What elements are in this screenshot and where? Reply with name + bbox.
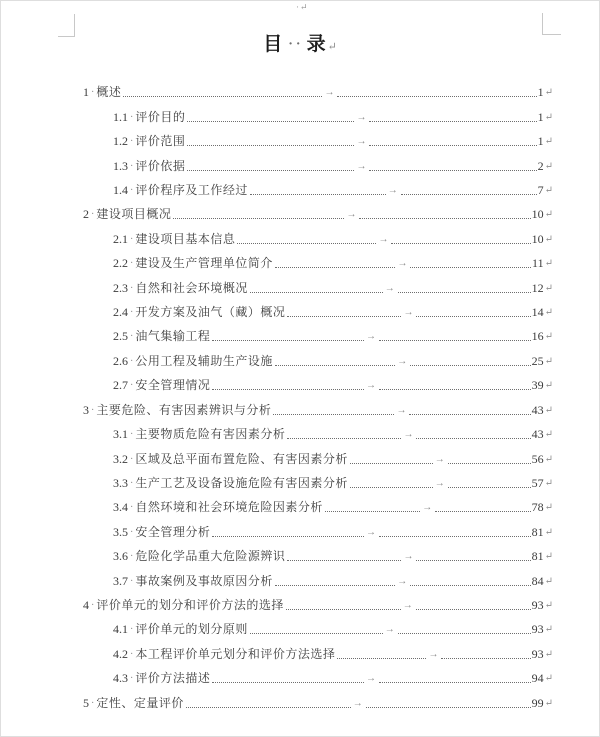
dot-leader	[286, 608, 401, 610]
toc-entry-number: 2.3	[113, 280, 128, 295]
toc-entry[interactable]	[83, 298, 553, 322]
space-mark-icon: ·	[130, 648, 134, 660]
space-mark-icon: ·	[130, 136, 134, 148]
dot-leader	[275, 364, 395, 366]
toc-entry-page: 81	[531, 549, 544, 564]
toc-entry-number: 2	[83, 207, 89, 222]
toc-entry-number: 3.4	[113, 500, 128, 515]
toc-entry-label: 本工程评价单元划分和评价方法选择	[135, 646, 336, 661]
paragraph-mark-icon: ↵	[544, 307, 553, 319]
toc-entry-label: 评价目的	[135, 109, 186, 124]
toc-entry[interactable]	[83, 322, 553, 346]
dot-leader	[409, 413, 530, 415]
toc-list	[83, 78, 553, 713]
toc-entry-number: 4.1	[113, 622, 128, 637]
paragraph-mark-icon: ↵	[544, 453, 553, 465]
toc-entry-label: 评价单元的划分和评价方法的选择	[96, 597, 284, 612]
toc-entry-label: 危险化学品重大危险源辨识	[135, 549, 286, 564]
toc-entry-number: 1.2	[113, 134, 128, 149]
space-mark-icon: ·	[130, 185, 134, 197]
toc-entry-label: 建设项目基本信息	[135, 231, 236, 246]
paragraph-mark-icon: ↵	[544, 136, 553, 148]
dot-leader	[369, 120, 536, 122]
toc-title-left: 目	[263, 34, 283, 55]
space-mark-icon: ·	[91, 599, 95, 611]
tab-arrow-icon: →	[384, 282, 395, 294]
dot-leader	[379, 681, 531, 683]
toc-entry-page: 99	[531, 695, 544, 710]
header-paragraph-mark-icon: ·↵	[296, 2, 309, 12]
toc-entry-label: 建设及生产管理单位简介	[135, 256, 273, 271]
paragraph-mark-icon: ↵	[544, 111, 553, 123]
dot-leader	[173, 217, 344, 219]
toc-entry-page: 56	[531, 451, 544, 466]
tab-arrow-icon: →	[356, 160, 367, 172]
toc-entry[interactable]	[83, 78, 553, 102]
toc-entry-number: 3.7	[113, 573, 128, 588]
dot-leader	[287, 315, 401, 317]
dot-leader	[410, 266, 531, 268]
toc-entry-label: 建设项目概况	[96, 207, 172, 222]
toc-entry-label: 安全管理情况	[135, 378, 211, 393]
toc-entry[interactable]	[83, 224, 553, 248]
toc-entry-label: 评价范围	[135, 134, 186, 149]
tab-arrow-icon: →	[384, 624, 395, 636]
tab-arrow-icon: →	[402, 599, 413, 611]
space-mark-icon: ·	[130, 502, 134, 514]
toc-entry-label: 定性、定量评价	[96, 695, 184, 710]
toc-entry-label: 区域及总平面布置危险、有害因素分析	[135, 451, 348, 466]
toc-entry-number: 3.3	[113, 475, 128, 490]
dot-leader	[273, 413, 394, 415]
paragraph-mark-icon: ↵	[544, 673, 553, 685]
paragraph-mark-icon: ↵	[544, 624, 553, 636]
paragraph-mark-icon: ↵	[544, 697, 553, 709]
tab-arrow-icon: →	[324, 87, 335, 99]
paragraph-mark-icon: ↵	[544, 160, 553, 172]
dot-leader	[123, 95, 322, 97]
toc-entry[interactable]	[83, 566, 553, 590]
paragraph-mark-icon: ↵	[544, 599, 553, 611]
toc-entry[interactable]	[83, 127, 553, 151]
toc-entry-label: 安全管理分析	[135, 524, 211, 539]
dot-leader	[212, 339, 364, 341]
toc-entry-page: 57	[531, 475, 544, 490]
toc-entry[interactable]	[83, 273, 553, 297]
dot-leader	[237, 242, 376, 244]
toc-title	[0, 33, 600, 59]
dot-leader	[275, 584, 395, 586]
toc-entry-label: 主要危险、有害因素辨识与分析	[96, 402, 272, 417]
toc-entry-page: 93	[531, 622, 544, 637]
toc-entry-page: 7	[537, 183, 544, 198]
dot-leader	[250, 291, 383, 293]
toc-entry-page: 78	[531, 500, 544, 515]
paragraph-mark-icon: ↵	[544, 502, 553, 514]
toc-entry[interactable]	[83, 444, 553, 468]
toc-entry[interactable]	[83, 542, 553, 566]
toc-entry-number: 1	[83, 85, 89, 100]
dot-leader	[398, 291, 531, 293]
dot-leader	[250, 193, 386, 195]
toc-entry-number: 3	[83, 402, 89, 417]
dot-leader	[391, 242, 530, 244]
tab-arrow-icon: →	[365, 673, 376, 685]
dot-leader	[337, 95, 536, 97]
toc-entry-page: 93	[531, 597, 544, 612]
space-mark-icon: ·	[130, 575, 134, 587]
toc-entry[interactable]	[83, 200, 553, 224]
dot-leader	[350, 486, 433, 488]
tab-arrow-icon: →	[434, 453, 445, 465]
space-mark-icon: ·	[130, 258, 134, 270]
toc-entry-number: 3.6	[113, 549, 128, 564]
dot-leader	[369, 144, 536, 146]
dot-leader	[325, 510, 420, 512]
toc-entry-page: 10	[531, 207, 544, 222]
toc-entry-page: 25	[531, 353, 544, 368]
dot-leader	[369, 169, 536, 171]
space-mark-icon: ·	[130, 526, 134, 538]
dot-leader	[401, 193, 537, 195]
toc-entry-page: 11	[532, 256, 544, 271]
toc-entry-page: 1	[537, 109, 544, 124]
space-mark-icon: ·	[130, 380, 134, 392]
toc-entry-number: 4	[83, 597, 89, 612]
paragraph-mark-icon: ↵	[544, 258, 553, 270]
paragraph-mark-icon: ↵	[544, 185, 553, 197]
dot-leader	[187, 169, 354, 171]
tab-arrow-icon: →	[403, 551, 414, 563]
space-mark-icon: ·	[91, 404, 95, 416]
toc-entry-page: 81	[531, 524, 544, 539]
paragraph-mark-icon: ↵	[544, 331, 553, 343]
dot-leader	[410, 584, 530, 586]
toc-entry-number: 2.6	[113, 353, 128, 368]
toc-entry[interactable]	[83, 151, 553, 175]
paragraph-mark-icon: ↵	[544, 233, 553, 245]
toc-entry-label: 评价单元的划分原则	[135, 622, 248, 637]
toc-entry[interactable]	[83, 591, 553, 615]
toc-entry-page: 2	[537, 158, 544, 173]
dot-leader	[448, 462, 531, 464]
paragraph-mark-icon: ↵	[544, 380, 553, 392]
tab-arrow-icon: →	[403, 307, 414, 319]
paragraph-mark-icon: ↵	[544, 648, 553, 660]
toc-title-right: 录	[306, 34, 326, 55]
paragraph-mark-icon: ↵	[544, 209, 553, 221]
dot-leader	[416, 437, 530, 439]
paragraph-mark-icon: ↵	[544, 477, 553, 489]
dot-leader	[366, 706, 531, 708]
toc-entry-label: 概述	[96, 85, 122, 100]
tab-arrow-icon: →	[352, 697, 363, 709]
tab-arrow-icon: →	[396, 404, 407, 416]
space-mark-icon: ·	[130, 111, 134, 123]
toc-entry-number: 2.7	[113, 378, 128, 393]
paragraph-mark-icon: ↵	[544, 87, 553, 99]
dot-leader	[441, 657, 530, 659]
toc-entry-page: 12	[531, 280, 544, 295]
toc-entry-page: 1	[537, 134, 544, 149]
tab-arrow-icon: →	[434, 477, 445, 489]
toc-entry[interactable]	[83, 664, 553, 688]
dot-leader	[435, 510, 530, 512]
space-mark-icon: ·	[130, 673, 134, 685]
tab-arrow-icon: →	[403, 429, 414, 441]
toc-entry-label: 自然环境和社会环境危险因素分析	[135, 500, 323, 515]
dot-leader	[398, 632, 531, 634]
toc-entry-page: 43	[531, 402, 544, 417]
paragraph-mark-icon: ↵	[544, 355, 553, 367]
space-mark-icon: ·	[91, 697, 95, 709]
paragraph-mark-icon: ↵	[544, 551, 553, 563]
tab-arrow-icon: →	[378, 233, 389, 245]
space-mark-icon: ·	[91, 209, 95, 221]
space-mark-icon: ·	[91, 87, 95, 99]
toc-entry-number: 2.4	[113, 305, 128, 320]
toc-entry-page: 10	[531, 231, 544, 246]
paragraph-mark-icon: ↵	[544, 526, 553, 538]
tab-arrow-icon: →	[397, 258, 408, 270]
space-mark-icon: ·	[130, 429, 134, 441]
toc-entry-number: 1.1	[113, 109, 128, 124]
dot-leader	[287, 437, 401, 439]
toc-entry-label: 自然和社会环境概况	[135, 280, 248, 295]
toc-entry-label: 开发方案及油气（藏）概况	[135, 305, 286, 320]
space-mark-icon: ·	[130, 282, 134, 294]
tab-arrow-icon: →	[387, 185, 398, 197]
dot-leader	[186, 706, 351, 708]
dot-leader	[187, 144, 354, 146]
toc-entry-label: 评价方法描述	[135, 671, 211, 686]
toc-entry-number: 1.3	[113, 158, 128, 173]
dot-leader	[359, 217, 530, 219]
toc-entry[interactable]	[83, 639, 553, 663]
dot-leader	[416, 608, 531, 610]
toc-entry[interactable]	[83, 493, 553, 517]
toc-entry-label: 油气集输工程	[135, 329, 211, 344]
toc-entry-page: 16	[531, 329, 544, 344]
toc-entry-page: 14	[531, 305, 544, 320]
paragraph-mark-icon: ↵	[544, 282, 553, 294]
toc-entry-page: 84	[531, 573, 544, 588]
tab-arrow-icon: →	[428, 648, 439, 660]
dot-leader	[379, 339, 531, 341]
space-mark-icon: ·	[130, 331, 134, 343]
toc-entry[interactable]	[83, 346, 553, 370]
toc-entry-number: 3.5	[113, 524, 128, 539]
toc-entry-number: 5	[83, 695, 89, 710]
paragraph-mark-icon: ↵	[327, 41, 337, 53]
space-mark-icon: ·	[130, 233, 134, 245]
toc-entry-page: 1	[537, 85, 544, 100]
dot-leader	[410, 364, 530, 366]
space-mark-icon: ·	[130, 624, 134, 636]
toc-entry-number: 3.2	[113, 451, 128, 466]
dot-leader	[212, 681, 364, 683]
tab-arrow-icon: →	[365, 526, 376, 538]
dot-leader	[350, 462, 433, 464]
tab-arrow-icon: →	[365, 380, 376, 392]
dot-leader	[212, 388, 364, 390]
toc-entry-number: 2.1	[113, 231, 128, 246]
dot-leader	[379, 388, 531, 390]
toc-entry[interactable]	[83, 517, 553, 541]
space-mark-icon: ·	[130, 355, 134, 367]
dot-leader	[250, 632, 383, 634]
dot-leader	[187, 120, 354, 122]
space-mark-icon: ·	[130, 453, 134, 465]
toc-entry-page: 94	[531, 671, 544, 686]
toc-entry-number: 2.2	[113, 256, 128, 271]
tab-arrow-icon: →	[365, 331, 376, 343]
tab-arrow-icon: →	[346, 209, 357, 221]
space-mark-icon: ·	[130, 551, 134, 563]
space-mark-icon: ·	[130, 477, 134, 489]
toc-entry[interactable]	[83, 176, 553, 200]
paragraph-mark-icon: ↵	[544, 429, 553, 441]
toc-entry-number: 3.1	[113, 427, 128, 442]
dot-leader	[379, 535, 531, 537]
toc-entry-number: 4.2	[113, 646, 128, 661]
tab-arrow-icon: →	[356, 136, 367, 148]
dot-leader	[337, 657, 426, 659]
dot-leader	[448, 486, 531, 488]
toc-entry-label: 评价依据	[135, 158, 186, 173]
dot-leader	[275, 266, 396, 268]
toc-entry-label: 生产工艺及设备设施危险有害因素分析	[135, 475, 348, 490]
toc-entry[interactable]	[83, 420, 553, 444]
space-mark-icon: ·	[130, 307, 134, 319]
space-mark-icon: ·	[130, 160, 134, 172]
toc-entry[interactable]	[83, 615, 553, 639]
tab-arrow-icon: →	[397, 355, 408, 367]
dot-leader	[212, 535, 364, 537]
toc-entry-page: 43	[531, 427, 544, 442]
toc-entry[interactable]	[83, 688, 553, 712]
tab-arrow-icon: →	[356, 111, 367, 123]
toc-entry-page: 39	[531, 378, 544, 393]
toc-entry-number: 4.3	[113, 671, 128, 686]
toc-entry-label: 事故案例及事故原因分析	[135, 573, 273, 588]
toc-entry-number: 1.4	[113, 183, 128, 198]
crop-mark-top-right-icon	[542, 13, 561, 35]
toc-entry[interactable]	[83, 249, 553, 273]
toc-entry[interactable]	[83, 102, 553, 126]
toc-entry[interactable]	[83, 469, 553, 493]
toc-entry[interactable]	[83, 395, 553, 419]
toc-entry-label: 主要物质危险有害因素分析	[135, 427, 286, 442]
toc-entry-label: 公用工程及辅助生产设施	[135, 353, 273, 368]
space-marks-icon: ··	[288, 37, 304, 52]
dot-leader	[287, 559, 401, 561]
toc-entry-page: 93	[531, 646, 544, 661]
dot-leader	[416, 315, 530, 317]
toc-entry-number: 2.5	[113, 329, 128, 344]
toc-entry[interactable]	[83, 371, 553, 395]
toc-entry-label: 评价程序及工作经过	[135, 183, 248, 198]
tab-arrow-icon: →	[422, 502, 433, 514]
paragraph-mark-icon: ↵	[544, 404, 553, 416]
paragraph-mark-icon: ↵	[544, 575, 553, 587]
tab-arrow-icon: →	[397, 575, 408, 587]
dot-leader	[416, 559, 530, 561]
